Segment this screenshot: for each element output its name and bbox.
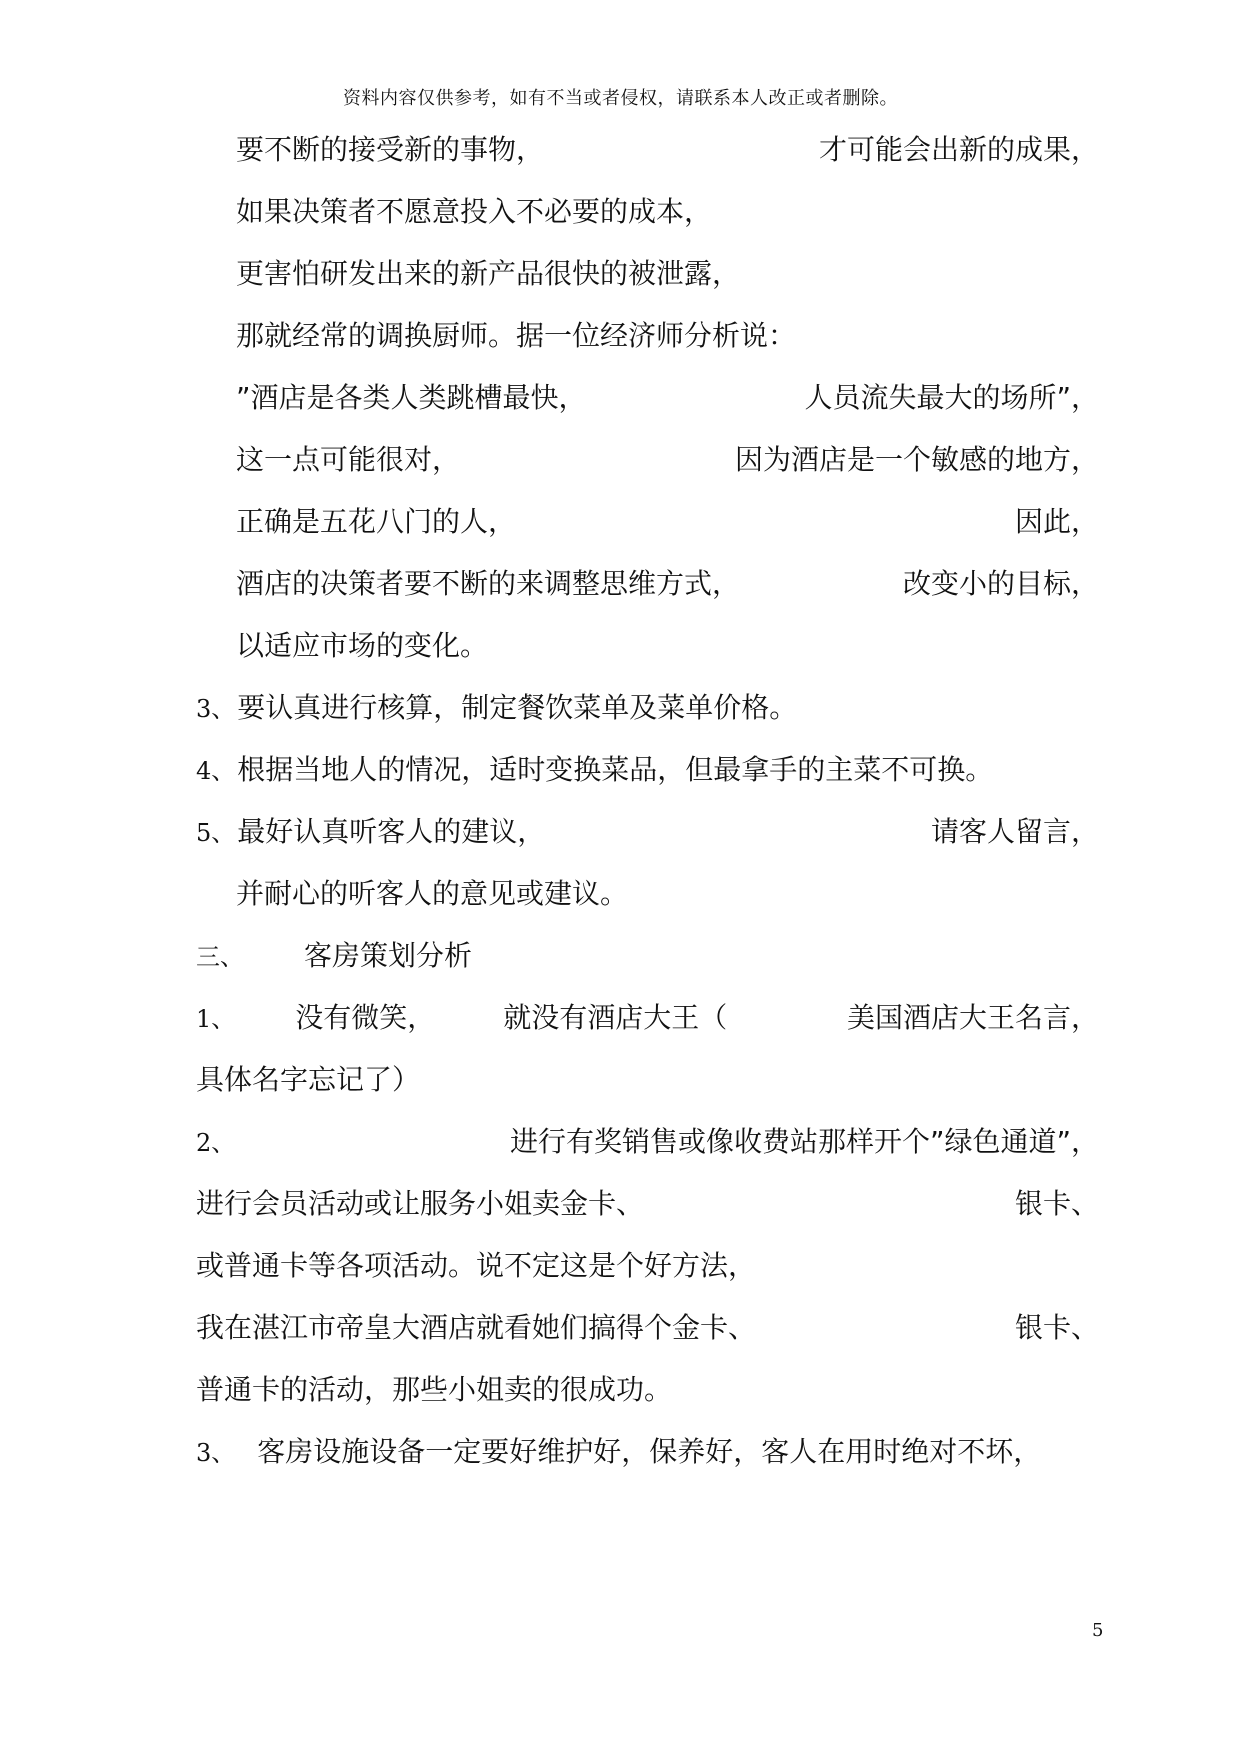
text-segment: 因为酒店是一个敏感的地方， <box>734 443 1099 476</box>
text-segment: 正确是五花八门的人， <box>236 505 517 538</box>
text-line <box>236 502 1099 542</box>
text-line <box>236 254 1099 294</box>
text-segment: 普通卡的活动，那些小姐卖的很成功。 <box>196 1373 673 1406</box>
header-disclaimer: 资料内容仅供参考，如有不当或者侵权，请联系本人改正或者删除。 <box>343 88 898 109</box>
text-segment: 进行有奖销售或像收费站那样开个”绿色通道”， <box>509 1125 1099 1158</box>
text-segment: 因此， <box>1014 505 1099 538</box>
item-number: 2、 <box>196 1129 236 1157</box>
text-segment: 根据当地人的情况，适时变换菜品，但最拿手的主菜不可换。 <box>237 753 994 786</box>
text-segment: 如果决策者不愿意投入不必要的成本， <box>236 195 713 228</box>
text-segment: 最好认真听客人的建议， <box>237 815 546 848</box>
text-segment: 这一点可能很对， <box>236 443 461 476</box>
text-segment: 银卡、 <box>1014 1311 1099 1344</box>
section-number: 三、 <box>196 943 244 971</box>
text-line <box>196 1246 1099 1286</box>
text-line <box>236 626 1099 666</box>
text-line <box>196 1308 1099 1348</box>
text-segment: 没有微笑， <box>295 1001 436 1034</box>
text-line <box>236 874 1099 914</box>
text-line <box>236 440 1099 480</box>
text-line <box>196 1060 1099 1100</box>
section-title: 客房策划分析 <box>304 939 473 972</box>
item-number: 1、 <box>196 1005 236 1033</box>
text-line <box>236 564 1099 604</box>
text-segment: 那就经常的调换厨师。据一位经济师分析说： <box>236 319 797 352</box>
item-number: 5、 <box>196 819 236 847</box>
text-line <box>236 192 1099 232</box>
numbered-item <box>196 1122 1099 1162</box>
item-number: 4、 <box>196 757 236 785</box>
text-segment: 才可能会出新的成果， <box>818 133 1099 166</box>
text-segment: 客房设施设备一定要好维护好，保养好，客人在用时绝对不坏， <box>257 1435 1042 1468</box>
text-segment: 请客人留言， <box>930 815 1099 848</box>
text-segment: 改变小的目标， <box>902 567 1099 600</box>
text-segment: 美国酒店大王名言， <box>846 1001 1099 1034</box>
text-segment: ”酒店是各类人类跳槽最快， <box>236 381 587 414</box>
text-segment: 就没有酒店大王（ <box>503 1001 728 1034</box>
text-line <box>196 1370 1099 1410</box>
text-segment: 要认真进行核算，制定餐饮菜单及菜单价格。 <box>237 691 798 724</box>
numbered-item <box>196 688 1099 728</box>
text-segment: 更害怕研发出来的新产品很快的被泄露， <box>236 257 741 290</box>
text-line <box>236 130 1099 170</box>
numbered-item <box>196 998 1099 1038</box>
item-number: 3、 <box>196 1439 236 1467</box>
text-line <box>236 316 1099 356</box>
numbered-item <box>196 750 1099 790</box>
text-segment: 或普通卡等各项活动。说不定这是个好方法， <box>196 1249 757 1282</box>
text-segment: 并耐心的听客人的意见或建议。 <box>236 877 629 910</box>
text-segment: 银卡、 <box>1014 1187 1099 1220</box>
text-segment: 以适应市场的变化。 <box>236 629 489 662</box>
numbered-item <box>196 1432 1099 1472</box>
page-number: 5 <box>1092 1620 1104 1641</box>
text-segment: 具体名字忘记了） <box>196 1063 421 1096</box>
item-number: 3、 <box>196 695 236 723</box>
text-segment: 我在湛江市帝皇大酒店就看她们搞得个金卡、 <box>196 1311 757 1344</box>
text-segment: 进行会员活动或让服务小姐卖金卡、 <box>196 1187 645 1220</box>
text-line <box>236 378 1099 418</box>
numbered-item <box>196 812 1099 852</box>
text-segment: 酒店的决策者要不断的来调整思维方式， <box>236 567 741 600</box>
text-line <box>196 1184 1099 1224</box>
text-segment: 要不断的接受新的事物， <box>236 133 545 166</box>
section-heading <box>196 936 1099 976</box>
text-segment: 人员流失最大的场所”， <box>804 381 1099 414</box>
